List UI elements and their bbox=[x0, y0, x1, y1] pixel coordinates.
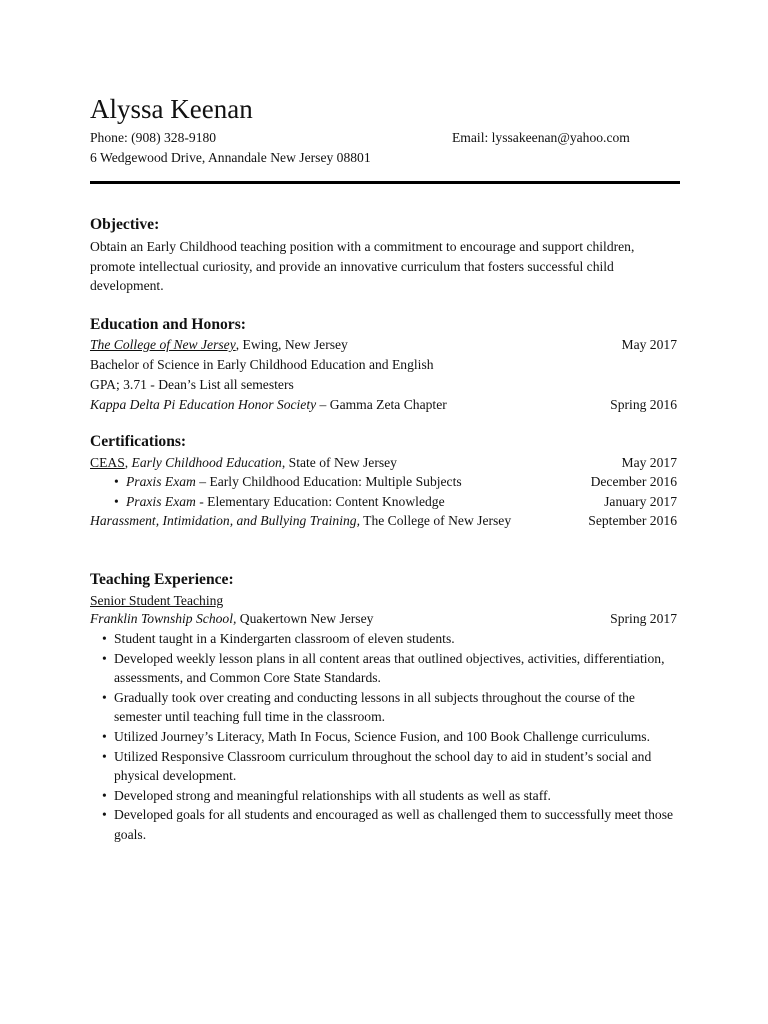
address-text: 6 Wedgewood Drive, Annandale New Jersey 08801 bbox=[90, 150, 371, 165]
header-divider bbox=[90, 181, 680, 184]
praxis-2-desc: - Elementary Education: Content Knowledge bbox=[195, 494, 445, 509]
experience-bullet-list bbox=[90, 629, 680, 845]
experience-bullet: • Developed goals for all students and encouraged as well as challenged them to successfully meet those goals. bbox=[90, 805, 680, 844]
degree-text: Bachelor of Science in Early Childhood Education and English bbox=[90, 357, 434, 372]
honor-chapter: – Gamma Zeta Chapter bbox=[316, 397, 447, 412]
experience-school-row bbox=[90, 609, 677, 629]
ceas-date: May 2017 bbox=[621, 455, 677, 470]
experience-heading: Teaching Experience: bbox=[90, 571, 234, 588]
praxis-1-desc: – Early Childhood Education: Multiple Subjects bbox=[195, 474, 462, 489]
gpa-text: GPA; 3.71 - Dean’s List all semesters bbox=[90, 377, 294, 392]
email-text: Email: lyssakeenan@yahoo.com bbox=[452, 130, 630, 145]
cert-hib bbox=[90, 511, 511, 531]
experience-bullet: • Utilized Responsive Classroom curriculum throughout the school day to aid in student’s social and physical development. bbox=[90, 747, 680, 786]
honor-date: Spring 2016 bbox=[610, 397, 677, 412]
experience-bullet: • Student taught in a Kindergarten classroom of eleven students. bbox=[90, 629, 680, 649]
experience-location: Quakertown New Jersey bbox=[236, 611, 374, 626]
experience-school-name: Franklin Township School, bbox=[90, 611, 237, 626]
honor-society bbox=[90, 395, 447, 415]
cert-ceas bbox=[90, 453, 397, 473]
cert-praxis-1 bbox=[90, 472, 462, 492]
phone-text: Phone: (908) 328-9180 bbox=[90, 130, 217, 145]
cert-praxis-2-row bbox=[90, 492, 677, 512]
cert-hib-row bbox=[90, 511, 677, 531]
hib-date: September 2016 bbox=[588, 513, 677, 528]
experience-bullet: • Utilized Journey’s Literacy, Math In Focus, Science Fusion, and 100 Book Challenge curriculums. bbox=[90, 727, 680, 747]
candidate-name: Alyssa Keenan bbox=[90, 94, 253, 124]
experience-date: Spring 2017 bbox=[610, 611, 677, 626]
experience-bullet: • Developed weekly lesson plans in all content areas that outlined objectives, activities, differentiation, assessments, and Common Core State Standards. bbox=[90, 649, 680, 688]
school-date: May 2017 bbox=[621, 337, 677, 352]
education-school-row bbox=[90, 335, 677, 355]
objective-text: Obtain an Early Childhood teaching position with a commitment to encourage and support children, promote intellectual curiosity, and provide an innovative curriculum that fosters successful child development. bbox=[90, 239, 635, 294]
cert-praxis-1-row bbox=[90, 472, 677, 492]
school-location: , Ewing, New Jersey bbox=[235, 337, 348, 352]
cert-praxis-2 bbox=[90, 492, 445, 512]
education-school bbox=[90, 335, 348, 355]
education-heading: Education and Honors: bbox=[90, 316, 246, 333]
ceas-field: Early Childhood Education bbox=[128, 455, 282, 470]
objective-heading: Objective: bbox=[90, 216, 160, 233]
praxis-2-date: January 2017 bbox=[604, 494, 677, 509]
hib-org: The College of New Jersey bbox=[360, 513, 512, 528]
school-name: The College of New Jersey bbox=[90, 337, 236, 352]
experience-school bbox=[90, 609, 373, 629]
ceas-state: , State of New Jersey bbox=[281, 455, 397, 470]
praxis-2-name: Praxis Exam bbox=[126, 494, 196, 509]
praxis-1-name: Praxis Exam bbox=[126, 474, 196, 489]
honor-name: Kappa Delta Pi Education Honor Society bbox=[90, 397, 317, 412]
experience-bullet: • Gradually took over creating and conducting lessons in all subjects throughout the course of the semester until teaching full time in the classroom. bbox=[90, 688, 680, 727]
praxis-1-date: December 2016 bbox=[590, 474, 677, 489]
hib-name: Harassment, Intimidation, and Bullying Training, bbox=[90, 513, 360, 528]
ceas-abbr: CEAS bbox=[90, 455, 125, 470]
experience-role: Senior Student Teaching bbox=[90, 593, 224, 608]
ceas-comma: , bbox=[124, 455, 129, 470]
education-honor-row bbox=[90, 395, 677, 415]
certifications-heading: Certifications: bbox=[90, 433, 187, 450]
experience-bullet: • Developed strong and meaningful relationships with all students as well as staff. bbox=[90, 786, 680, 806]
cert-ceas-row bbox=[90, 453, 677, 473]
